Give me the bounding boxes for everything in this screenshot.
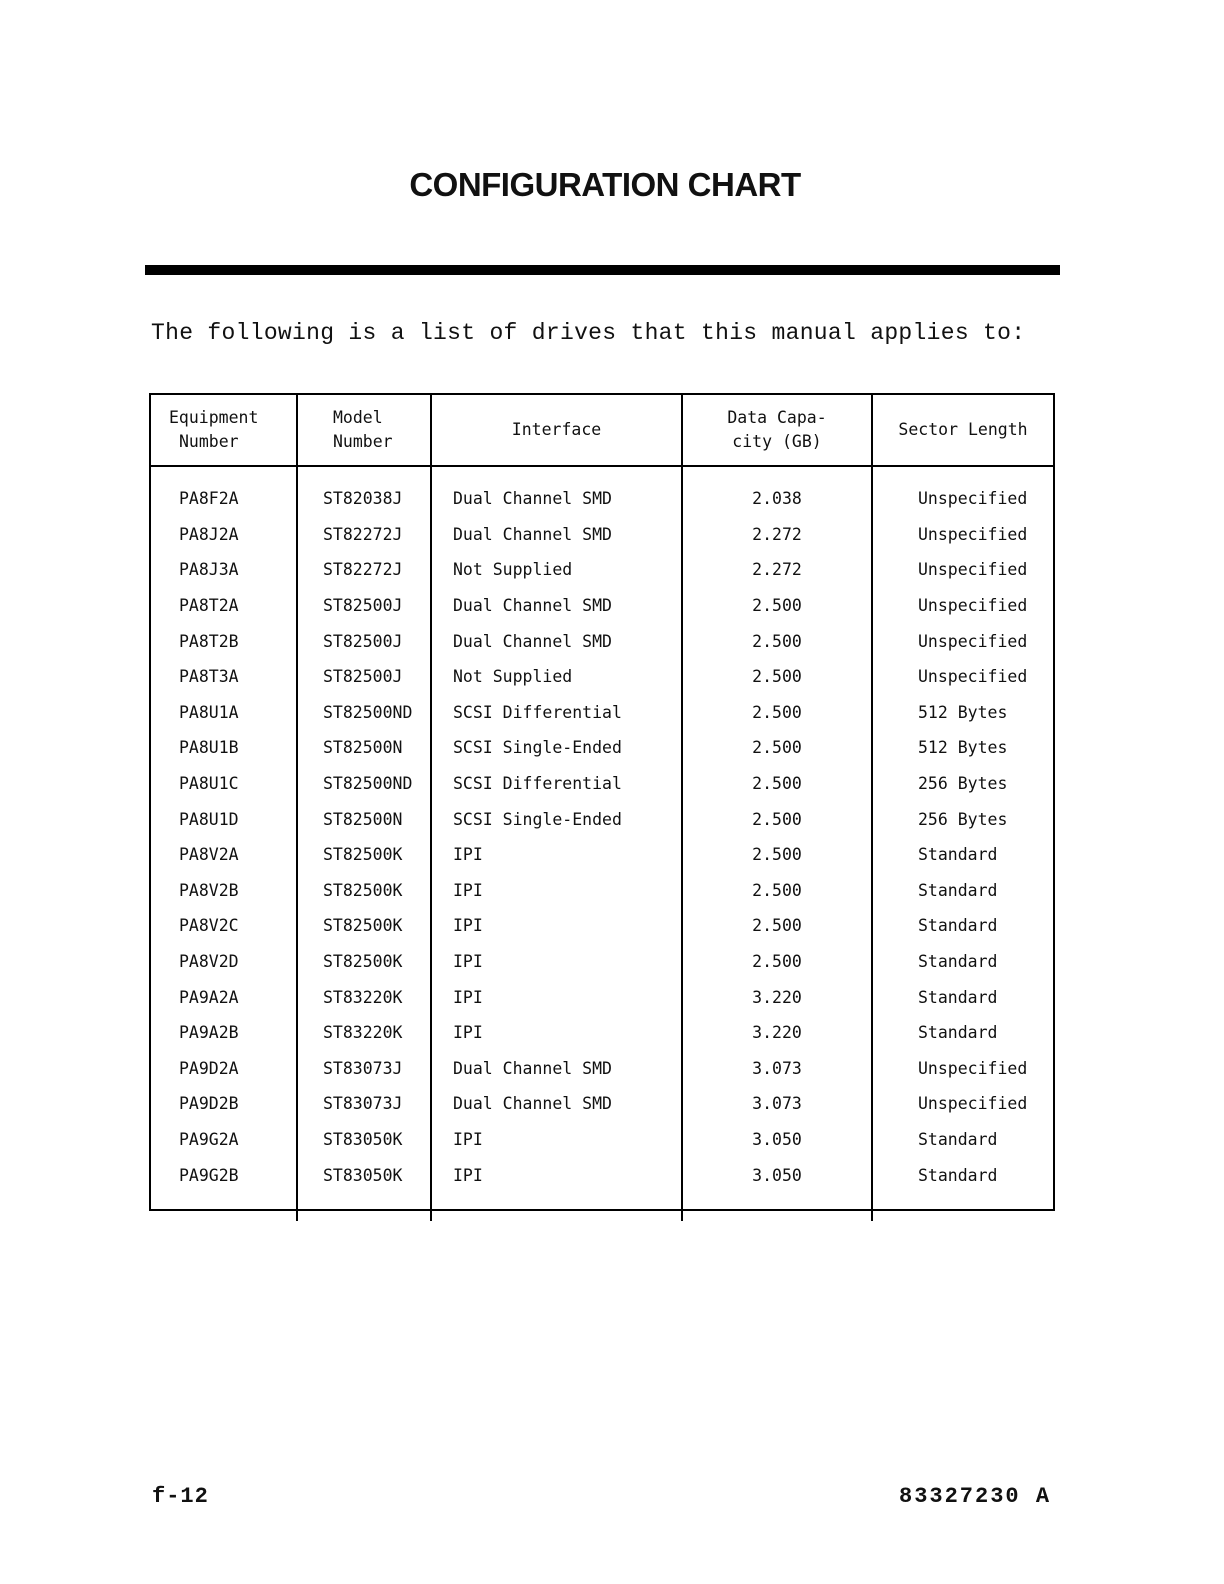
model-number-cell: ST82038J [297, 466, 431, 517]
model-number-cell: ST82500J [297, 659, 431, 695]
sector-length-cell: Unspecified [918, 667, 1028, 687]
capacity-cell: 2.500 [682, 623, 872, 659]
equipment-number-cell: PA9G2A [151, 1122, 297, 1158]
header-interface: Interface [431, 395, 682, 466]
interface-cell: Dual Channel SMD [431, 466, 682, 517]
capacity-cell: 2.272 [682, 552, 872, 588]
sector-length-cell: Standard [918, 880, 998, 900]
model-number-cell: ST83220K [297, 1015, 431, 1051]
equipment-number-cell: PA8F2A [151, 466, 297, 517]
configuration-table [151, 395, 1053, 1221]
table-row [151, 1157, 1053, 1193]
capacity-cell: 2.272 [682, 517, 872, 553]
model-number-cell: ST82500N [297, 730, 431, 766]
table-row [151, 944, 1053, 980]
equipment-number-cell: PA8J2A [151, 517, 297, 553]
capacity-cell: 3.050 [682, 1157, 872, 1193]
configuration-table-frame [149, 393, 1055, 1211]
table-row [151, 873, 1053, 909]
model-number-cell: ST83050K [297, 1122, 431, 1158]
capacity-cell: 2.500 [682, 944, 872, 980]
equipment-number-cell: PA8V2C [151, 908, 297, 944]
equipment-number-cell: PA8T2B [151, 623, 297, 659]
equipment-number-cell: PA8V2D [151, 944, 297, 980]
interface-cell: Dual Channel SMD [431, 517, 682, 553]
page-number: f-12 [152, 1484, 209, 1509]
sector-length-cell: 256 Bytes [918, 774, 1008, 794]
title-divider [145, 265, 1060, 275]
model-number-cell: ST82272J [297, 517, 431, 553]
interface-cell: IPI [431, 1157, 682, 1193]
table-row [151, 801, 1053, 837]
equipment-number-cell: PA8U1A [151, 695, 297, 731]
sector-length-cell: 512 Bytes [918, 702, 1008, 722]
model-number-cell: ST82272J [297, 552, 431, 588]
table-row [151, 588, 1053, 624]
interface-cell: IPI [431, 837, 682, 873]
header-equipment-number: Equipment Number [151, 395, 297, 466]
equipment-number-cell: PA8J3A [151, 552, 297, 588]
equipment-number-cell: PA9D2B [151, 1086, 297, 1122]
table-row [151, 908, 1053, 944]
intro-text: The following is a list of drives that this manual applies to: [151, 320, 1026, 346]
capacity-cell: 2.500 [682, 873, 872, 909]
header-model-number: Model Number [297, 395, 431, 466]
table-row [151, 552, 1053, 588]
interface-cell: SCSI Single-Ended [431, 730, 682, 766]
capacity-cell: 2.500 [682, 837, 872, 873]
interface-cell: SCSI Differential [431, 766, 682, 802]
sector-length-cell: Unspecified [918, 1058, 1028, 1078]
capacity-cell: 2.500 [682, 695, 872, 731]
empty-cell [682, 1193, 872, 1221]
table-row [151, 1051, 1053, 1087]
sector-length-cell: Unspecified [918, 1094, 1028, 1114]
model-number-cell: ST82500K [297, 908, 431, 944]
equipment-number-cell: PA9G2B [151, 1157, 297, 1193]
equipment-number-cell: PA8V2B [151, 873, 297, 909]
interface-cell: IPI [431, 873, 682, 909]
sector-length-cell: Unspecified [918, 489, 1028, 509]
capacity-cell: 2.500 [682, 730, 872, 766]
model-number-cell: ST82500K [297, 873, 431, 909]
sector-length-cell: Standard [918, 845, 998, 865]
capacity-cell: 3.073 [682, 1051, 872, 1087]
sector-length-cell: Standard [918, 952, 998, 972]
table-row [151, 466, 1053, 517]
sector-length-cell: 512 Bytes [918, 738, 1008, 758]
equipment-number-cell: PA8U1B [151, 730, 297, 766]
sector-length-cell: Unspecified [918, 524, 1028, 544]
table-row [151, 837, 1053, 873]
model-number-cell: ST82500N [297, 801, 431, 837]
interface-cell: IPI [431, 944, 682, 980]
model-number-cell: ST82500J [297, 623, 431, 659]
sector-length-cell: Standard [918, 987, 998, 1007]
equipment-number-cell: PA8V2A [151, 837, 297, 873]
capacity-cell: 3.220 [682, 979, 872, 1015]
equipment-number-cell: PA9A2B [151, 1015, 297, 1051]
sector-length-cell: Standard [918, 1165, 998, 1185]
interface-cell: IPI [431, 979, 682, 1015]
capacity-cell: 2.500 [682, 588, 872, 624]
table-row [151, 979, 1053, 1015]
capacity-cell: 2.500 [682, 659, 872, 695]
interface-cell: IPI [431, 908, 682, 944]
equipment-number-cell: PA9A2A [151, 979, 297, 1015]
table-row [151, 1086, 1053, 1122]
sector-length-cell: 256 Bytes [918, 809, 1008, 829]
sector-length-cell: Unspecified [918, 596, 1028, 616]
model-number-cell: ST82500ND [297, 766, 431, 802]
capacity-cell: 2.500 [682, 766, 872, 802]
interface-cell: Not Supplied [431, 552, 682, 588]
interface-cell: Dual Channel SMD [431, 1086, 682, 1122]
interface-cell: SCSI Differential [431, 695, 682, 731]
page-title: CONFIGURATION CHART [409, 166, 801, 203]
sector-length-cell: Unspecified [918, 631, 1028, 651]
capacity-cell: 2.500 [682, 801, 872, 837]
table-row [151, 766, 1053, 802]
table-row [151, 623, 1053, 659]
sector-length-cell: Standard [918, 1023, 998, 1043]
interface-cell: Not Supplied [431, 659, 682, 695]
capacity-cell: 3.050 [682, 1122, 872, 1158]
empty-cell [151, 1193, 297, 1221]
model-number-cell: ST82500ND [297, 695, 431, 731]
capacity-cell: 3.220 [682, 1015, 872, 1051]
capacity-cell: 3.073 [682, 1086, 872, 1122]
table-row [151, 1015, 1053, 1051]
equipment-number-cell: PA8T2A [151, 588, 297, 624]
sector-length-cell: Standard [918, 1129, 998, 1149]
model-number-cell: ST82500J [297, 588, 431, 624]
header-data-capacity: Data Capa- city (GB) [682, 395, 872, 466]
sector-length-cell: Standard [918, 916, 998, 936]
equipment-number-cell: PA8U1D [151, 801, 297, 837]
header-sector-length: Sector Length [872, 395, 1053, 466]
model-number-cell: ST82500K [297, 944, 431, 980]
equipment-number-cell: PA9D2A [151, 1051, 297, 1087]
document-number: 83327230 A [899, 1484, 1052, 1509]
table-row [151, 517, 1053, 553]
table-row [151, 659, 1053, 695]
empty-cell [431, 1193, 682, 1221]
model-number-cell: ST82500K [297, 837, 431, 873]
interface-cell: Dual Channel SMD [431, 623, 682, 659]
model-number-cell: ST83050K [297, 1157, 431, 1193]
table-header-row [151, 395, 1053, 466]
interface-cell: IPI [431, 1122, 682, 1158]
table-row [151, 695, 1053, 731]
empty-cell [297, 1193, 431, 1221]
interface-cell: IPI [431, 1015, 682, 1051]
equipment-number-cell: PA8U1C [151, 766, 297, 802]
capacity-cell: 2.038 [682, 466, 872, 517]
sector-length-cell: Unspecified [918, 560, 1028, 580]
empty-cell [872, 1193, 1053, 1221]
table-row [151, 730, 1053, 766]
capacity-cell: 2.500 [682, 908, 872, 944]
interface-cell: SCSI Single-Ended [431, 801, 682, 837]
table-body [151, 466, 1053, 1221]
equipment-number-cell: PA8T3A [151, 659, 297, 695]
table-filler-row [151, 1193, 1053, 1221]
model-number-cell: ST83073J [297, 1086, 431, 1122]
table-row [151, 1122, 1053, 1158]
model-number-cell: ST83073J [297, 1051, 431, 1087]
interface-cell: Dual Channel SMD [431, 1051, 682, 1087]
interface-cell: Dual Channel SMD [431, 588, 682, 624]
model-number-cell: ST83220K [297, 979, 431, 1015]
